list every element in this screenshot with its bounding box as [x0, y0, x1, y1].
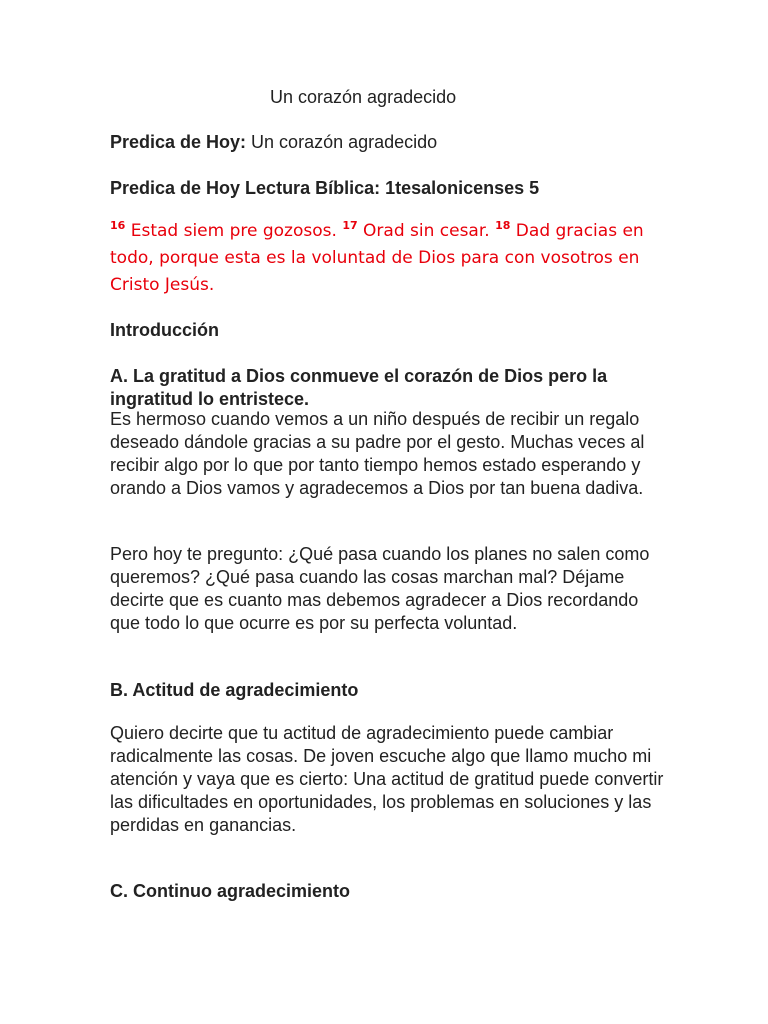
verse-number: 16: [110, 219, 126, 232]
section-a-heading: A. La gratitud a Dios conmueve el corazón de Dios pero la ingratitud lo entristece.: [110, 366, 608, 409]
section-a-paragraph-1: Es hermoso cuando vemos a un niño después de recibir un regalo deseado dándole gracias a su padre por el gesto. Muchas veces al recibir algo por lo que por tanto tiempo hemos estado esperando y orando a Dios vamos y agradecemos a Dios por tan buena dadiva.: [110, 409, 645, 498]
document-title: Un corazón agradecido: [270, 87, 457, 107]
section-b-paragraph-1: Quiero decirte que tu actitud de agradecimiento puede cambiar radicalmente las cosas. De joven escuche algo que llamo mucho mi atención y vaya que es cierto: Una actitud de gratitud puede convertir las dificultades en oportunidades, los problemas en soluciones y las perdidas en ganancias.: [110, 723, 664, 835]
section-a-paragraph-2: Pero hoy te pregunto: ¿Qué pasa cuando los planes no salen como queremos? ¿Qué pasa cuando las cosas marchan mal? Déjame decirte que es cuanto mas debemos agradecer a Dios recordando que todo lo que ocurre es por su perfecta voluntad.: [110, 544, 650, 633]
bible-verses: [110, 218, 670, 299]
predica-label: Predica de Hoy:: [110, 132, 247, 152]
section-c-heading: C. Continuo agradecimiento: [110, 881, 351, 901]
verse-number: 17: [342, 219, 358, 232]
verse-number: 18: [495, 219, 511, 232]
section-b-heading: B. Actitud de agradecimiento: [110, 680, 359, 700]
lectura-line: Predica de Hoy Lectura Bíblica: 1tesalonicenses 5: [110, 178, 540, 198]
predica-value: Un corazón agradecido: [246, 132, 438, 152]
verse-text: Orad sin cesar.: [357, 221, 496, 241]
intro-heading: Introducción: [110, 320, 219, 340]
verse-text: Dad gracias en todo, porque esta es la voluntad de Dios para con vosotros en Cristo Jesús.: [110, 221, 644, 295]
verse-text: Estad siem pre gozosos.: [125, 221, 343, 241]
predica-line: [110, 131, 670, 154]
